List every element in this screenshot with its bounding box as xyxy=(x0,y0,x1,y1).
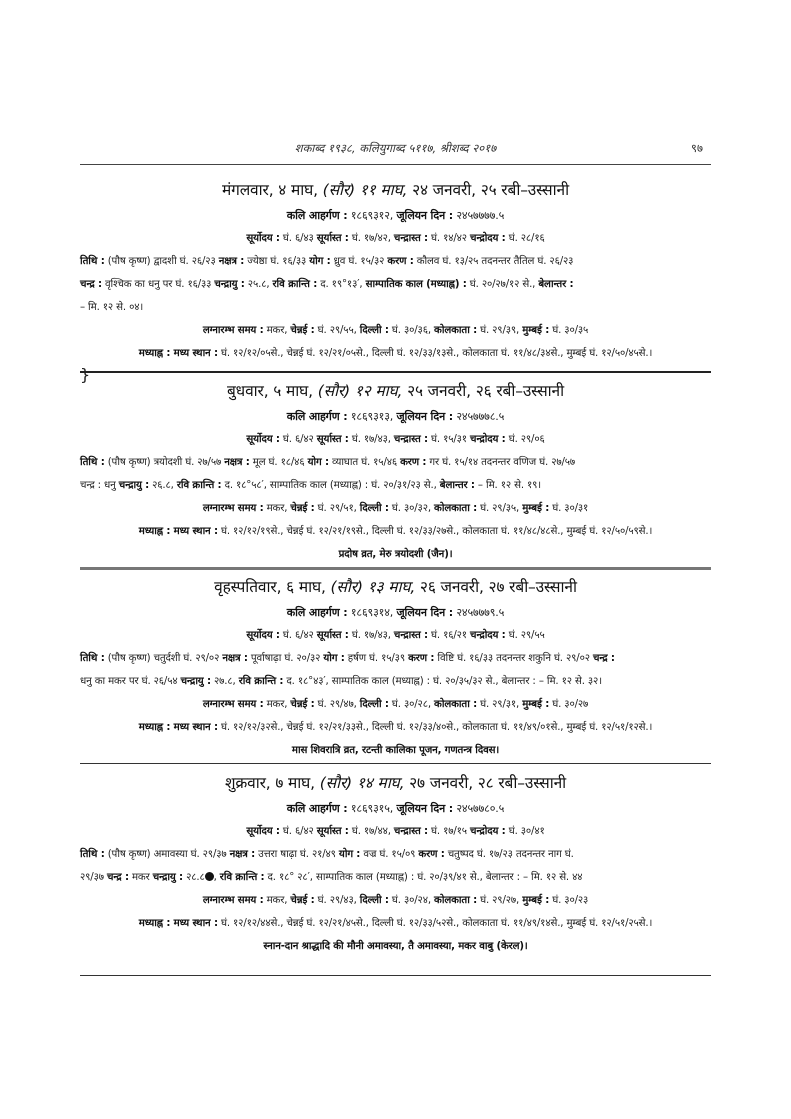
nakshatra-label: नक्षत्र : xyxy=(229,849,256,860)
julian-label: जूलियन दिन : xyxy=(396,209,453,222)
running-head xyxy=(80,141,711,161)
lagna-mumbai-label: मुम्बई : xyxy=(522,503,550,514)
lagna-mumbai-value: घं. ३०/३५ xyxy=(549,325,589,336)
sun-moon-line xyxy=(80,428,711,451)
tithi-label: तिथि : xyxy=(80,256,105,267)
moonrise-label: चन्द्रोदय : xyxy=(470,826,506,837)
chandra-label: चन्द्र : xyxy=(106,872,129,883)
moonset-value: घं. १६/२१ xyxy=(427,630,471,641)
lagna-value: मकर, xyxy=(263,325,291,336)
day-entry-thursday xyxy=(80,573,711,762)
lagna-line xyxy=(80,889,711,912)
belantar-label: बेलान्तर : xyxy=(538,279,574,290)
festival-line: स्नान-दान श्राद्धादि की मौनी अमावस्या, तै अमावस्या, मकर वाबु (केरल)। xyxy=(263,941,528,952)
weekday-date: वृहस्पतिवार, ६ माघ, xyxy=(214,578,331,596)
chandrayu-value: २५.८, xyxy=(244,279,273,290)
day-title xyxy=(80,573,711,601)
yoga-label: योग : xyxy=(338,849,361,860)
sunset-value: घं. १७/४३, xyxy=(348,434,394,445)
lagna-delhi-value: घं. ३०/२४, xyxy=(388,895,435,906)
kali-label: कलि आहर्गण : xyxy=(286,606,348,619)
lagna-delhi-label: दिल्ली : xyxy=(359,895,389,906)
gregorian-hijri-date: २४ जनवरी, २५ रबी–उस्सानी xyxy=(407,181,569,199)
lagna-chennai-value: घं. २९/५५, xyxy=(314,325,360,336)
running-head-title: शकाब्द १९३८, कलियुगाब्द ५११७, श्रीशब्द २०१७ xyxy=(294,141,497,155)
lagna-delhi-value: घं. ३०/२८, xyxy=(388,699,435,710)
chandrayu-label: चन्द्रायु : xyxy=(180,676,211,687)
weekday-date: शुक्रवार, ७ माघ, xyxy=(224,774,320,792)
sunset-value: घं. १७/४२, xyxy=(348,233,394,244)
sunrise-value: घं. ६/४२ xyxy=(279,826,317,837)
sunset-label: सूर्यास्त : xyxy=(316,630,349,641)
day-entry-friday xyxy=(80,769,711,958)
madhyahna-line xyxy=(80,520,711,543)
karana-value: गर घं. १५/१४ तदनन्तर वणिज घं. २७/५७ xyxy=(426,457,576,468)
kranti-label: रवि क्रान्ति : xyxy=(176,480,222,491)
moonset-label: चन्द्रास्त : xyxy=(393,233,428,244)
moonrise-label: चन्द्रोदय : xyxy=(470,233,506,244)
lagna-chennai-label: चेन्नई : xyxy=(290,503,315,514)
lagna-mumbai-value: घं. ३०/३१ xyxy=(549,503,589,514)
moonset-label: चन्द्रास्त : xyxy=(393,826,428,837)
new-moon-icon xyxy=(205,872,214,881)
lagna-value: मकर, xyxy=(263,503,291,514)
lagna-kolkata-value: घं. २९/२७, xyxy=(477,895,523,906)
chandra-line xyxy=(80,670,711,693)
yoga-value: व्याघात घं. १५/४६ xyxy=(328,457,401,468)
nakshatra-value: मूल घं. १८/४६ xyxy=(249,457,308,468)
lagna-chennai-value: घं. २९/४७, xyxy=(314,699,360,710)
madhyahna-line xyxy=(80,716,711,739)
nakshatra-value: उत्तरा षाढ़ा घं. २१/४९ xyxy=(255,849,339,860)
tithi-value: (पौष कृष्ण) द्वादशी घं. २६/२३ xyxy=(104,256,219,267)
chandra-line xyxy=(80,273,711,296)
sunset-label: सूर्यास्त : xyxy=(316,826,349,837)
kali-value: १८६९३१३, xyxy=(347,410,397,423)
chandra-line xyxy=(80,474,711,497)
solar-date: (सौर) १४ माघ, xyxy=(319,774,405,792)
sunset-label: सूर्यास्त : xyxy=(316,233,349,244)
moonset-value: घं. १४/४२ xyxy=(427,233,471,244)
nakshatra-value: पूर्वाषाढ़ा घं. २०/३२ xyxy=(247,653,324,664)
lagna-delhi-value: घं. ३०/३२, xyxy=(388,503,435,514)
nakshatra-label: नक्षत्र : xyxy=(224,457,250,468)
yoga-value: ध्रुव घं. १५/३२ xyxy=(330,256,388,267)
lagna-kolkata-value: घं. २९/३५, xyxy=(477,503,523,514)
weekday-date: मंगलवार, ४ माघ, xyxy=(222,181,323,199)
yoga-label: योग : xyxy=(309,256,331,267)
kali-label: कलि आहर्गण : xyxy=(286,410,348,423)
lagna-mumbai-value: घं. ३०/२७ xyxy=(549,699,589,710)
karana-value: कौलव घं. १३/२५ तदनन्तर तैतिल घं. २६/२३ xyxy=(413,256,574,267)
moonrise-value: घं. २९/५५ xyxy=(505,630,545,641)
kranti-label: रवि क्रान्ति : xyxy=(219,872,265,883)
belantar-label: बेलान्तर : xyxy=(501,676,536,687)
kranti-value: द. १८°४३′, xyxy=(283,676,332,687)
lagna-value: मकर, xyxy=(263,895,291,906)
madhyahna-label: मध्याह्न : मध्य स्थान : xyxy=(138,526,218,537)
kali-label: कलि आहर्गण : xyxy=(286,209,348,222)
madhyahna-line xyxy=(80,342,711,365)
kali-julian-line xyxy=(80,405,711,428)
chandra-value: धनु का मकर पर घं. २६/५४ xyxy=(80,676,181,687)
kranti-label: रवि क्रान्ति : xyxy=(238,676,284,687)
tithi-label: तिथि : xyxy=(80,849,105,860)
kranti-value: द. १८°५८′, xyxy=(221,480,270,491)
moonrise-label: चन्द्रोदय : xyxy=(470,630,506,641)
sunrise-label: सूर्योदय : xyxy=(246,630,280,641)
chandra-value: वृश्चिक का धनु पर घं. १६/३३ xyxy=(101,279,215,290)
weekday-date: बुधवार, ५ माघ, xyxy=(226,382,318,400)
lagna-label: लग्नारम्भ समय : xyxy=(202,325,264,336)
kranti-value: द. १८° २८′, xyxy=(264,872,316,883)
yoga-label: योग : xyxy=(323,653,345,664)
sunrise-label: सूर्योदय : xyxy=(246,434,280,445)
karana-value: विष्टि घं. १६/३३ तदनन्तर शकुनि घं. २९/०२ xyxy=(434,653,593,664)
karana-value: चतुष्पद घं. १७/२३ तदनन्तर नाग घं. xyxy=(444,849,574,860)
day-separator xyxy=(80,567,711,570)
sun-moon-line xyxy=(80,624,711,647)
sampatik-value: घं. २०/२७/१२ से., xyxy=(466,279,539,290)
nakshatra-label: नक्षत्र : xyxy=(222,653,248,664)
chandrayu-value: २६.८, xyxy=(149,480,177,491)
festival-line: प्रदोष व्रत, मेरु त्रयोदशी (जैन)। xyxy=(338,549,453,560)
chandra-value: मकर xyxy=(128,872,153,883)
madhyahna-label: मध्याह्न : मध्य स्थान : xyxy=(138,918,218,929)
chandrayu-value: २७.८, xyxy=(210,676,239,687)
lagna-chennai-label: चेन्नई : xyxy=(290,895,315,906)
day-separator xyxy=(80,371,711,373)
kali-value: १८६९३१४, xyxy=(347,606,397,619)
julian-value: २४५७७७९.५ xyxy=(452,606,505,619)
chandra-label: चन्द्र : xyxy=(80,279,102,290)
julian-value: २४५७७७७.५ xyxy=(452,209,505,222)
karana-label: करण : xyxy=(418,849,445,860)
lagna-kolkata-label: कोलकाता : xyxy=(434,325,478,336)
julian-label: जूलियन दिन : xyxy=(396,410,453,423)
madhyahna-label: मध्याह्न : मध्य स्थान : xyxy=(138,722,218,733)
solar-date: (सौर) १२ माघ, xyxy=(317,382,403,400)
lagna-line xyxy=(80,319,711,342)
sun-moon-line xyxy=(80,227,711,250)
madhyahna-line xyxy=(80,912,711,935)
solar-date: (सौर) १३ माघ, xyxy=(330,578,416,596)
lagna-line xyxy=(80,497,711,520)
madhyahna-value: घं. १२/१२/१९से., चेन्नई घं. १२/२१/१९से., दिल्ली घं. १२/३३/२७से., कोलकाता घं. ११/४८/४८से., मुम्बई घं. १२/५०/५९से.। xyxy=(217,526,653,537)
sunset-label: सूर्यास्त : xyxy=(316,434,349,445)
lagna-delhi-label: दिल्ली : xyxy=(359,325,389,336)
lagna-chennai-label: चेन्नई : xyxy=(290,699,315,710)
moonrise-value: घं. ३०/४१ xyxy=(505,826,545,837)
yoga-label: योग : xyxy=(307,457,329,468)
lagna-chennai-value: घं. २९/५१, xyxy=(314,503,360,514)
lagna-mumbai-value: घं. ३०/२३ xyxy=(549,895,589,906)
belantar-label: बेलान्तर : xyxy=(439,480,475,491)
yoga-value: हर्षण घं. १५/३९ xyxy=(344,653,409,664)
belantar-value: – मि. १२ से. ३२। xyxy=(535,676,602,687)
nakshatra-label: नक्षत्र : xyxy=(218,256,245,267)
chandra-label: चन्द्र : xyxy=(592,653,615,664)
yoga-value: वज्र घं. १५/०९ xyxy=(360,849,419,860)
sampatik-label: साम्पातिक काल (मध्याह्न) : xyxy=(331,676,430,687)
sampatik-label: साम्पातिक काल (मध्याह्न) : xyxy=(269,480,369,491)
chandrayu-label: चन्द्रायु : xyxy=(152,872,183,883)
tithi-line xyxy=(80,647,711,670)
lagna-kolkata-label: कोलकाता : xyxy=(434,699,478,710)
karana-label: करण : xyxy=(400,457,427,468)
gregorian-hijri-date: २६ जनवरी, २७ रबी–उस्सानी xyxy=(415,578,577,596)
gregorian-hijri-date: २७ जनवरी, २८ रबी–उस्सानी xyxy=(404,774,567,792)
kali-julian-line xyxy=(80,601,711,624)
tithi-label: तिथि : xyxy=(80,653,105,664)
lagna-chennai-label: चेन्नई : xyxy=(290,325,315,336)
day-separator xyxy=(80,763,711,764)
tithi-value: (पौष कृष्ण) चतुर्दशी घं. २९/०२ xyxy=(104,653,223,664)
tithi-value: (पौष कृष्ण) त्रयोदशी घं. २७/५७ xyxy=(104,457,225,468)
julian-value: २४५७७७८.५ xyxy=(452,410,505,423)
kali-value: १८६९३१५, xyxy=(347,802,397,815)
sampatik-value: घं. २०/३५/३२ से., xyxy=(429,676,502,687)
lagna-delhi-label: दिल्ली : xyxy=(359,699,389,710)
day-entry-wednesday xyxy=(80,377,711,566)
karana-label: करण : xyxy=(408,653,435,664)
moonset-value: घं. १७/१५ xyxy=(427,826,471,837)
lagna-label: लग्नारम्भ समय : xyxy=(202,699,264,710)
belantar-value: – मि. १२ से. ४४ xyxy=(519,872,583,883)
day-title xyxy=(80,377,711,405)
madhyahna-value: घं. १२/१२/०५से., चेन्नई घं. १२/२१/०५से., दिल्ली घं. १२/३३/१३से., कोलकाता घं. ११/४८/३४से., मुम्बई घं. १२/५०/४५से.। xyxy=(217,348,653,359)
karana-continuation: २९/३७ xyxy=(80,872,107,883)
moonset-value: घं. १५/३१ xyxy=(427,434,471,445)
lagna-line xyxy=(80,693,711,716)
belantar-line xyxy=(80,296,711,319)
sunrise-label: सूर्योदय : xyxy=(246,826,280,837)
sunset-value: घं. १७/४३, xyxy=(348,630,394,641)
chandrayu-label: चन्द्रायु : xyxy=(214,279,245,290)
tithi-label: तिथि : xyxy=(80,457,105,468)
kali-julian-line xyxy=(80,204,711,227)
lagna-mumbai-label: मुम्बई : xyxy=(522,325,550,336)
tithi-line xyxy=(80,843,711,866)
sunrise-value: घं. ६/४२ xyxy=(279,630,317,641)
madhyahna-label: मध्याह्न : मध्य स्थान : xyxy=(138,348,218,359)
tithi-value: (पौष कृष्ण) अमावस्या घं. २९/३७ xyxy=(104,849,230,860)
lagna-kolkata-label: कोलकाता : xyxy=(434,895,478,906)
julian-label: जूलियन दिन : xyxy=(396,802,453,815)
lagna-delhi-value: घं. ३०/३६, xyxy=(388,325,435,336)
chandra-label: चन्द्र : xyxy=(80,480,101,491)
header-rule xyxy=(80,164,711,165)
moonset-label: चन्द्रास्त : xyxy=(393,434,428,445)
kali-label: कलि आहर्गण : xyxy=(286,802,348,815)
moonrise-value: घं. २९/०६ xyxy=(505,434,545,445)
gregorian-hijri-date: २५ जनवरी, २६ रबी–उस्सानी xyxy=(402,382,565,400)
festival-line: मास शिवरात्रि व्रत, रटन्ती कालिका पूजन, गणतन्त्र दिवस। xyxy=(291,745,500,756)
moonset-label: चन्द्रास्त : xyxy=(393,630,428,641)
day-entry-tuesday: मंगलवार, ४ माघ, (सौर) ११ माघ, २४ जनवरी, २५ रबी–उस्सानी कलि आहर्गण : १८६९३१२, जूलियन दिन : २४५७७७७.५ सूर्योदय : घं. ६/४३ सूर्यास्त : घं. १७/४२, चन्द्रास्त : घं. १४/४२ चन्द्रोदय : घं. २८/१६ तिथि : (पौष कृष्ण) द्वादशी घं. २६/२३ नक्षत्र : ज्येष्ठा घं. १६/३३ योग : ध्रुव घं. १५/३२ करण : कौलव घं. १३/२५ तदनन्तर तैतिल घं. २६/२३ चन्द्र : वृश्चिक का धनु पर घं. १६/३३ चन्द्रायु : २५.८, रवि क्रान्ति : द. १९°१३′, साम्पातिक काल (मध्याह्न) : घं. २०/२७/१२ से., बेलान्तर : – मि. १२ से. ०४। लग्नारम्भ समय : मकर, चेन्नई : घं. २९/५५, दिल्ली : घं. ३०/३६, कोलकाता : घं. २९/३९, मुम्बई : घं. ३०/३५ मध्याह्न : मध्य स्थान : घं. १२/१२/०५से., चेन्नई घं. १२/२१/०५से., दिल्ली घं. १२/३३/१३से., कोलकाता घं. ११/४८/३४से., मुम्बई घं. १२/५०/४५से.। } xyxy=(80,176,711,384)
lagna-label: लग्नारम्भ समय : xyxy=(202,503,264,514)
chandra-value: धनु xyxy=(100,480,119,491)
belantar-value: – मि. १२ से. १९। xyxy=(474,480,542,491)
karana-label: करण : xyxy=(387,256,414,267)
lagna-chennai-value: घं. २९/४३, xyxy=(314,895,360,906)
sampatik-value: घं. २०/३१/२३ से., xyxy=(368,480,440,491)
julian-label: जूलियन दिन : xyxy=(396,606,453,619)
sampatik-value: घं. २०/३९/४१ से., xyxy=(414,872,486,883)
kranti-value: द. १९°१३′, xyxy=(317,279,366,290)
solar-date: (सौर) ११ माघ, xyxy=(322,181,408,199)
lagna-mumbai-label: मुम्बई : xyxy=(522,699,550,710)
sunrise-value: घं. ६/४२ xyxy=(279,434,317,445)
moonrise-label: चन्द्रोदय : xyxy=(470,434,506,445)
page-number: ९७ xyxy=(691,141,703,155)
kranti-label: रवि क्रान्ति : xyxy=(272,279,318,290)
tithi-line xyxy=(80,451,711,474)
lagna-mumbai-label: मुम्बई : xyxy=(522,895,550,906)
julian-value: २४५७७८०.५ xyxy=(452,802,505,815)
sun-moon-line xyxy=(80,820,711,843)
madhyahna-value: घं. १२/१२/४४से., चेन्नई घं. १२/२१/४५से., दिल्ली घं. १२/३३/५२से., कोलकाता घं. ११/४९/१४से., मुम्बई घं. १२/५१/२५से.। xyxy=(217,918,653,929)
day-title xyxy=(80,176,711,204)
lagna-value: मकर, xyxy=(263,699,291,710)
sunrise-label: सूर्योदय : xyxy=(246,233,280,244)
page-bottom-rule xyxy=(80,975,711,976)
lagna-delhi-label: दिल्ली : xyxy=(359,503,389,514)
sampatik-label: साम्पातिक काल (मध्याह्न) : xyxy=(365,279,467,290)
tithi-line xyxy=(80,250,711,273)
kali-julian-line xyxy=(80,797,711,820)
kali-value: १८६९३१२, xyxy=(347,209,397,222)
lagna-label: लग्नारम्भ समय : xyxy=(202,895,264,906)
belantar-label: बेलान्तर : xyxy=(485,872,520,883)
belantar-value: – मि. १२ से. ०४। xyxy=(80,302,144,313)
lagna-kolkata-value: घं. २९/३९, xyxy=(477,325,523,336)
nakshatra-value: ज्येष्ठा घं. १६/३३ xyxy=(244,256,310,267)
sunset-value: घं. १७/४४, xyxy=(348,826,394,837)
chandra-line: २९/३७ चन्द्र : मकर चन्द्रायु : २८.८ , रवि क्रान्ति : द. १८° २८′, साम्पातिक काल (मध्याह्न) : घं. २०/३९/४१ से., बेलान्तर : – मि. १२ से. ४४ xyxy=(80,872,583,883)
lagna-kolkata-value: घं. २९/३१, xyxy=(477,699,523,710)
madhyahna-value: घं. १२/१२/३२से., चेन्नई घं. १२/२१/३३से., दिल्ली घं. १२/३३/४०से., कोलकाता घं. ११/४९/०१से., मुम्बई घं. १२/५१/१२से.। xyxy=(217,722,653,733)
chandrayu-value: २८.८ xyxy=(182,872,205,883)
lagna-kolkata-label: कोलकाता : xyxy=(434,503,478,514)
moonrise-value: घं. २८/१६ xyxy=(505,233,545,244)
day-title xyxy=(80,769,711,797)
chandrayu-label: चन्द्रायु : xyxy=(118,480,150,491)
sunrise-value: घं. ६/४३ xyxy=(279,233,317,244)
sampatik-label: साम्पातिक काल (मध्याह्न) : xyxy=(315,872,415,883)
